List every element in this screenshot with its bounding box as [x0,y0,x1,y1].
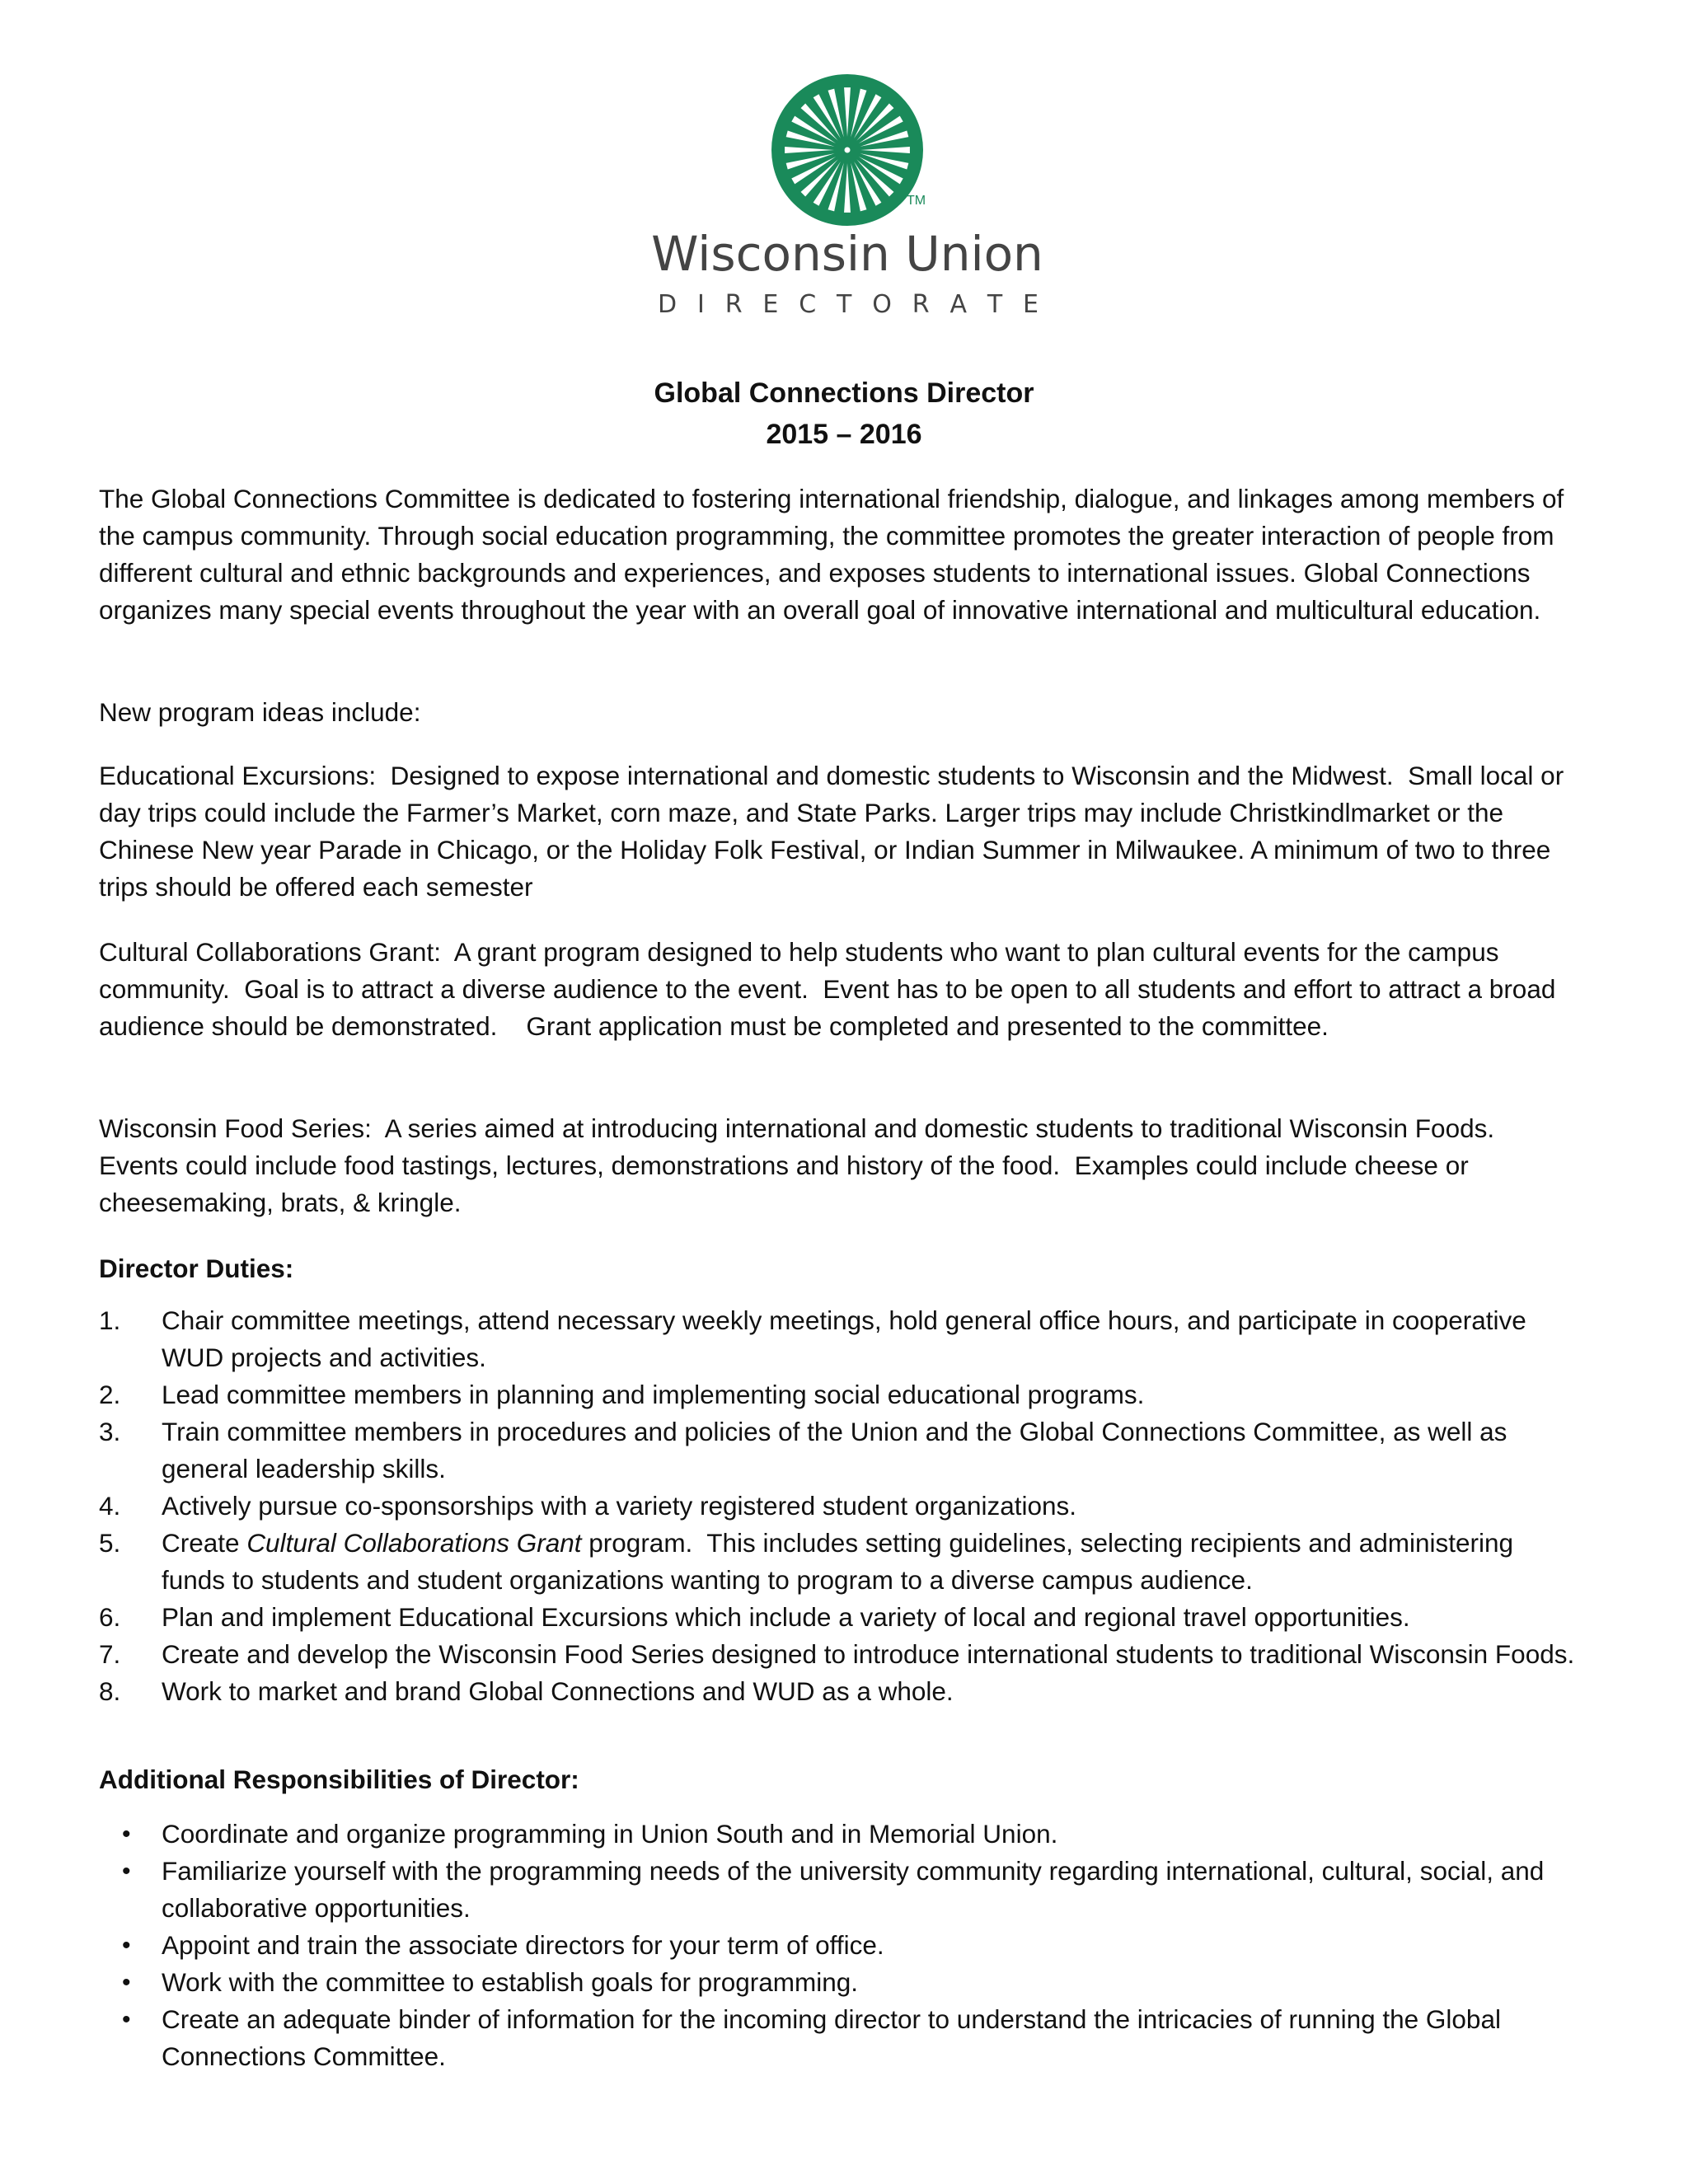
list-item-text-suffix: program. This includes setting guidelines, selecting recipients and administering funds to students and student organizations wanting to program to a diverse campus audience. [162,1528,1521,1595]
list-item [99,1302,1582,1376]
list-item-text: Familiarize yourself with the programming needs of the university community regarding international, cultural, social, and collaborative opportunities. [162,1856,1545,1923]
logo-subtitle-letter: R [724,290,743,319]
food-series-paragraph: Wisconsin Food Series: A series aimed at introducing international and domestic students to traditional Wisconsin Foods. Events could include food tastings, lectures, demonstrations and history of the food. Examples could include cheese or cheesemaking, brats, & kringle. [99,1113,1509,1217]
list-number: 4. [99,1491,121,1521]
list-item-text: Appoint and train the associate directors for your term of office. [162,1930,884,1960]
bullet-icon: • [122,1969,131,1996]
new-ideas-label: New program ideas include: [99,697,421,727]
bullet-icon: • [122,2006,131,2033]
list-item [99,1636,1582,1673]
list-item-text: Work to market and brand Global Connections and WUD as a whole. [162,1676,954,1706]
logo-subtitle-letter: E [1023,290,1039,319]
additional-heading: Additional Responsibilities of Director: [99,1765,579,1794]
intro-paragraph: The Global Connections Committee is dedicated to fostering international friendship, dialogue, and linkages among members of the campus community. Through social education programming, the committee promotes the greater interaction of people from different cultural and ethnic backgrounds and experiences, and exposes students to international issues. Global Connections organizes many special events throughout the year with an overall goal of innovative international and multicultural education. [99,484,1564,625]
logo-subtitle-letter: D [658,290,678,319]
list-item-text: Create an adequate binder of information for the incoming director to understand the intricacies of running the Global Connections Committee. [162,2004,1501,2071]
list-item-text: Chair committee meetings, attend necessary weekly meetings, hold general office hours, and participate in cooperative WUD projects and activities. [162,1305,1526,1372]
grant-paragraph: Cultural Collaborations Grant: A grant program designed to help students who want to plan cultural events for the campus community. Goal is to attract a diverse audience to the event. Event has to be open to all students and effort to attract a broad audience should be demonstrated. Grant application must be completed and presented to the committee. [99,937,1564,1041]
logo-subtitle-letter: I [696,290,705,319]
logo-subtitle-letter: O [872,290,892,319]
logo-subtitle-letter: C [799,290,817,319]
document-title [0,373,1688,455]
list-item-text: Create and develop the Wisconsin Food Series designed to introduce international students to traditional Wisconsin Foods. [162,1639,1575,1669]
bullet-icon: • [122,1932,131,1959]
list-item [99,1413,1582,1488]
list-item-text: Lead committee members in planning and implementing social educational programs. [162,1380,1145,1409]
starburst-icon [770,73,925,227]
list-number: 1. [99,1305,121,1335]
wisconsin-union-directorate-logo [0,0,1688,346]
list-item [99,1488,1582,1525]
list-number: 7. [99,1639,121,1669]
logo-subtitle-letter: E [762,290,779,319]
list-item-text: Plan and implement Educational Excursions which include a variety of local and regional travel opportunities. [162,1602,1410,1632]
logo-subtitle-letter: A [950,290,967,319]
additional-list [99,1816,1582,2075]
logo-subtitle [658,288,1039,321]
list-item [99,1964,1582,2001]
list-item-text: Coordinate and organize programming in Union South and in Memorial Union. [162,1819,1058,1849]
list-item-text: Train committee members in procedures and policies of the Union and the Global Connections Committee, as well as general leadership skills. [162,1417,1507,1483]
logo-subtitle-letter: T [837,290,852,319]
duties-heading: Director Duties: [99,1254,294,1283]
list-item [99,2001,1582,2075]
logo-wordmark: Wisconsin Union [651,226,1043,282]
list-item [99,1599,1582,1636]
list-item-text: Actively pursue co-sponsorships with a variety registered student organizations. [162,1491,1077,1521]
duties-list [99,1302,1582,1710]
list-item [99,1853,1582,1927]
bullet-icon: • [122,1858,131,1885]
list-number: 2. [99,1380,121,1409]
logo-subtitle-letter: T [987,290,1003,319]
excursions-paragraph: Educational Excursions: Designed to expose international and domestic students to Wisconsin and the Midwest. Small local or day trips could include the Farmer’s Market, corn maze, and State Parks. Larger trips may include Christkindlmarket or the Chinese New year Parade in Chicago, or the Holiday Folk Festival, or Indian Summer in Milwaukee. A minimum of two to three trips should be offered each semester [99,761,1571,902]
list-item-text-prefix: Create [162,1528,247,1558]
list-number: 3. [99,1417,121,1446]
list-item [99,1927,1582,1964]
logo-subtitle-letter: R [912,290,930,319]
list-number: 5. [99,1528,121,1558]
list-number: 6. [99,1602,121,1632]
list-item [99,1816,1582,1853]
bullet-icon: • [122,1821,131,1848]
title-line-1: Global Connections Director [654,377,1034,409]
trademark-symbol: TM [907,194,926,208]
list-item [99,1376,1582,1413]
list-item [99,1673,1582,1710]
title-line-2: 2015 – 2016 [766,419,922,450]
grant-program-name: Cultural Collaborations Grant [246,1528,582,1558]
list-item-text [162,1528,1521,1595]
list-item [99,1525,1582,1599]
list-item-text: Work with the committee to establish goals for programming. [162,1967,859,1997]
list-number: 8. [99,1676,121,1706]
